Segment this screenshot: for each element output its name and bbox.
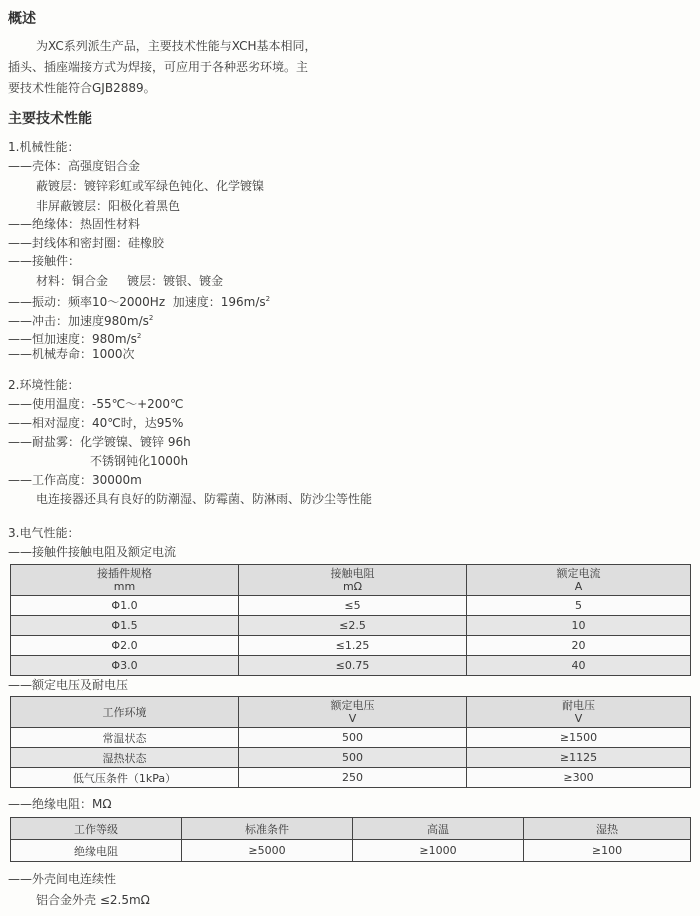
elec-heading: 3.电气性能： [8, 526, 80, 540]
voltage-table-title: ——额定电压及耐电压 [8, 678, 129, 692]
table-row: Φ1.0 ≤5 5 [11, 596, 691, 616]
insulation-table: 工作等级 标准条件 高温 湿热 绝缘电阻 ≥5000 ≥1000 ≥100 [10, 817, 691, 862]
continuity-title: ——外壳间电连续性 [8, 872, 117, 886]
table-row: 常温状态 500 ≥1500 [11, 728, 691, 748]
overview-line-3: 要技术性能符合GJB2889。 [8, 81, 156, 95]
insulation-table-title: ——绝缘电阻：MΩ [8, 797, 112, 811]
continuity-value: 铝合金外壳 ≤2.5mΩ [36, 893, 150, 907]
mech-contact: ——接触件： [8, 254, 81, 268]
env-salt: ——耐盐雾：化学镀镍、镀锌 96h [8, 435, 191, 449]
overview-line-2: 插头、插座端接方式为焊接，可应用于各种恶劣环境。主 [8, 60, 309, 74]
env-heading: 2.环境性能： [8, 378, 80, 392]
table-row: Φ3.0 ≤0.75 40 [11, 656, 691, 676]
contact-table: 接插件规格 mm 接触电阻 mΩ 额定电流 A Φ1.0 ≤5 5 Φ1.5 ≤2.5 10 Φ2.0 ≤1.25 20 Φ3.0 ≤0.75 40 [10, 564, 691, 676]
mech-vibration: ——振动：频率10～2000Hz 加速度：$196m/s^2$ [8, 295, 271, 309]
mech-shock: ——冲击：加速度$980m/s^2$ [8, 314, 154, 328]
env-altitude: ——工作高度：30000m [8, 473, 142, 487]
mech-material: 材料：铜合金 镀层：镀银、镀金 [36, 274, 224, 288]
table-row: Φ1.5 ≤2.5 10 [11, 616, 691, 636]
mech-plating: 蔽镀层：镀锌彩虹或军绿色钝化、化学镀镍 [36, 179, 265, 193]
env-humidity: ——相对湿度：40℃时，达95% [8, 416, 184, 430]
table-row: Φ2.0 ≤1.25 20 [11, 636, 691, 656]
mech-nonshield: 非屏蔽镀层：阳极化着黑色 [36, 199, 181, 213]
env-salt-2: 不锈钢钝化1000h [90, 454, 189, 468]
mech-life: ——机械寿命：1000次 [8, 347, 135, 361]
voltage-table: 工作环境 额定电压 V 耐电压 V 常温状态 500 ≥1500 湿热状态 500 ≥1125 低气压条件（1kPa） 250 ≥300 [10, 696, 691, 788]
table-row: 低气压条件（1kPa） 250 ≥300 [11, 768, 691, 788]
mech-seal: ——封线体和密封圈：硅橡胶 [8, 236, 165, 250]
mech-accel: ——恒加速度：$980m/s^2$ [8, 332, 142, 346]
main-title: 主要技术性能 [8, 111, 92, 127]
mech-shell: ——壳体：高强度铝合金 [8, 159, 141, 173]
env-extra: 电连接器还具有良好的防潮湿、防霉菌、防淋雨、防沙尘等性能 [36, 492, 373, 506]
table-row: 绝缘电阻 ≥5000 ≥1000 ≥100 [11, 840, 691, 862]
mech-heading: 1.机械性能： [8, 140, 80, 154]
overview-title: 概述 [8, 11, 36, 27]
table-row: 湿热状态 500 ≥1125 [11, 748, 691, 768]
contact-table-title: ——接触件接触电阻及额定电流 [8, 545, 177, 559]
mech-insulator: ——绝缘体：热固性材料 [8, 217, 141, 231]
overview-line-1: 为XC系列派生产品，主要技术性能与XCH基本相同， [36, 39, 317, 53]
env-temp: ——使用温度：-55℃～+200℃ [8, 397, 184, 411]
